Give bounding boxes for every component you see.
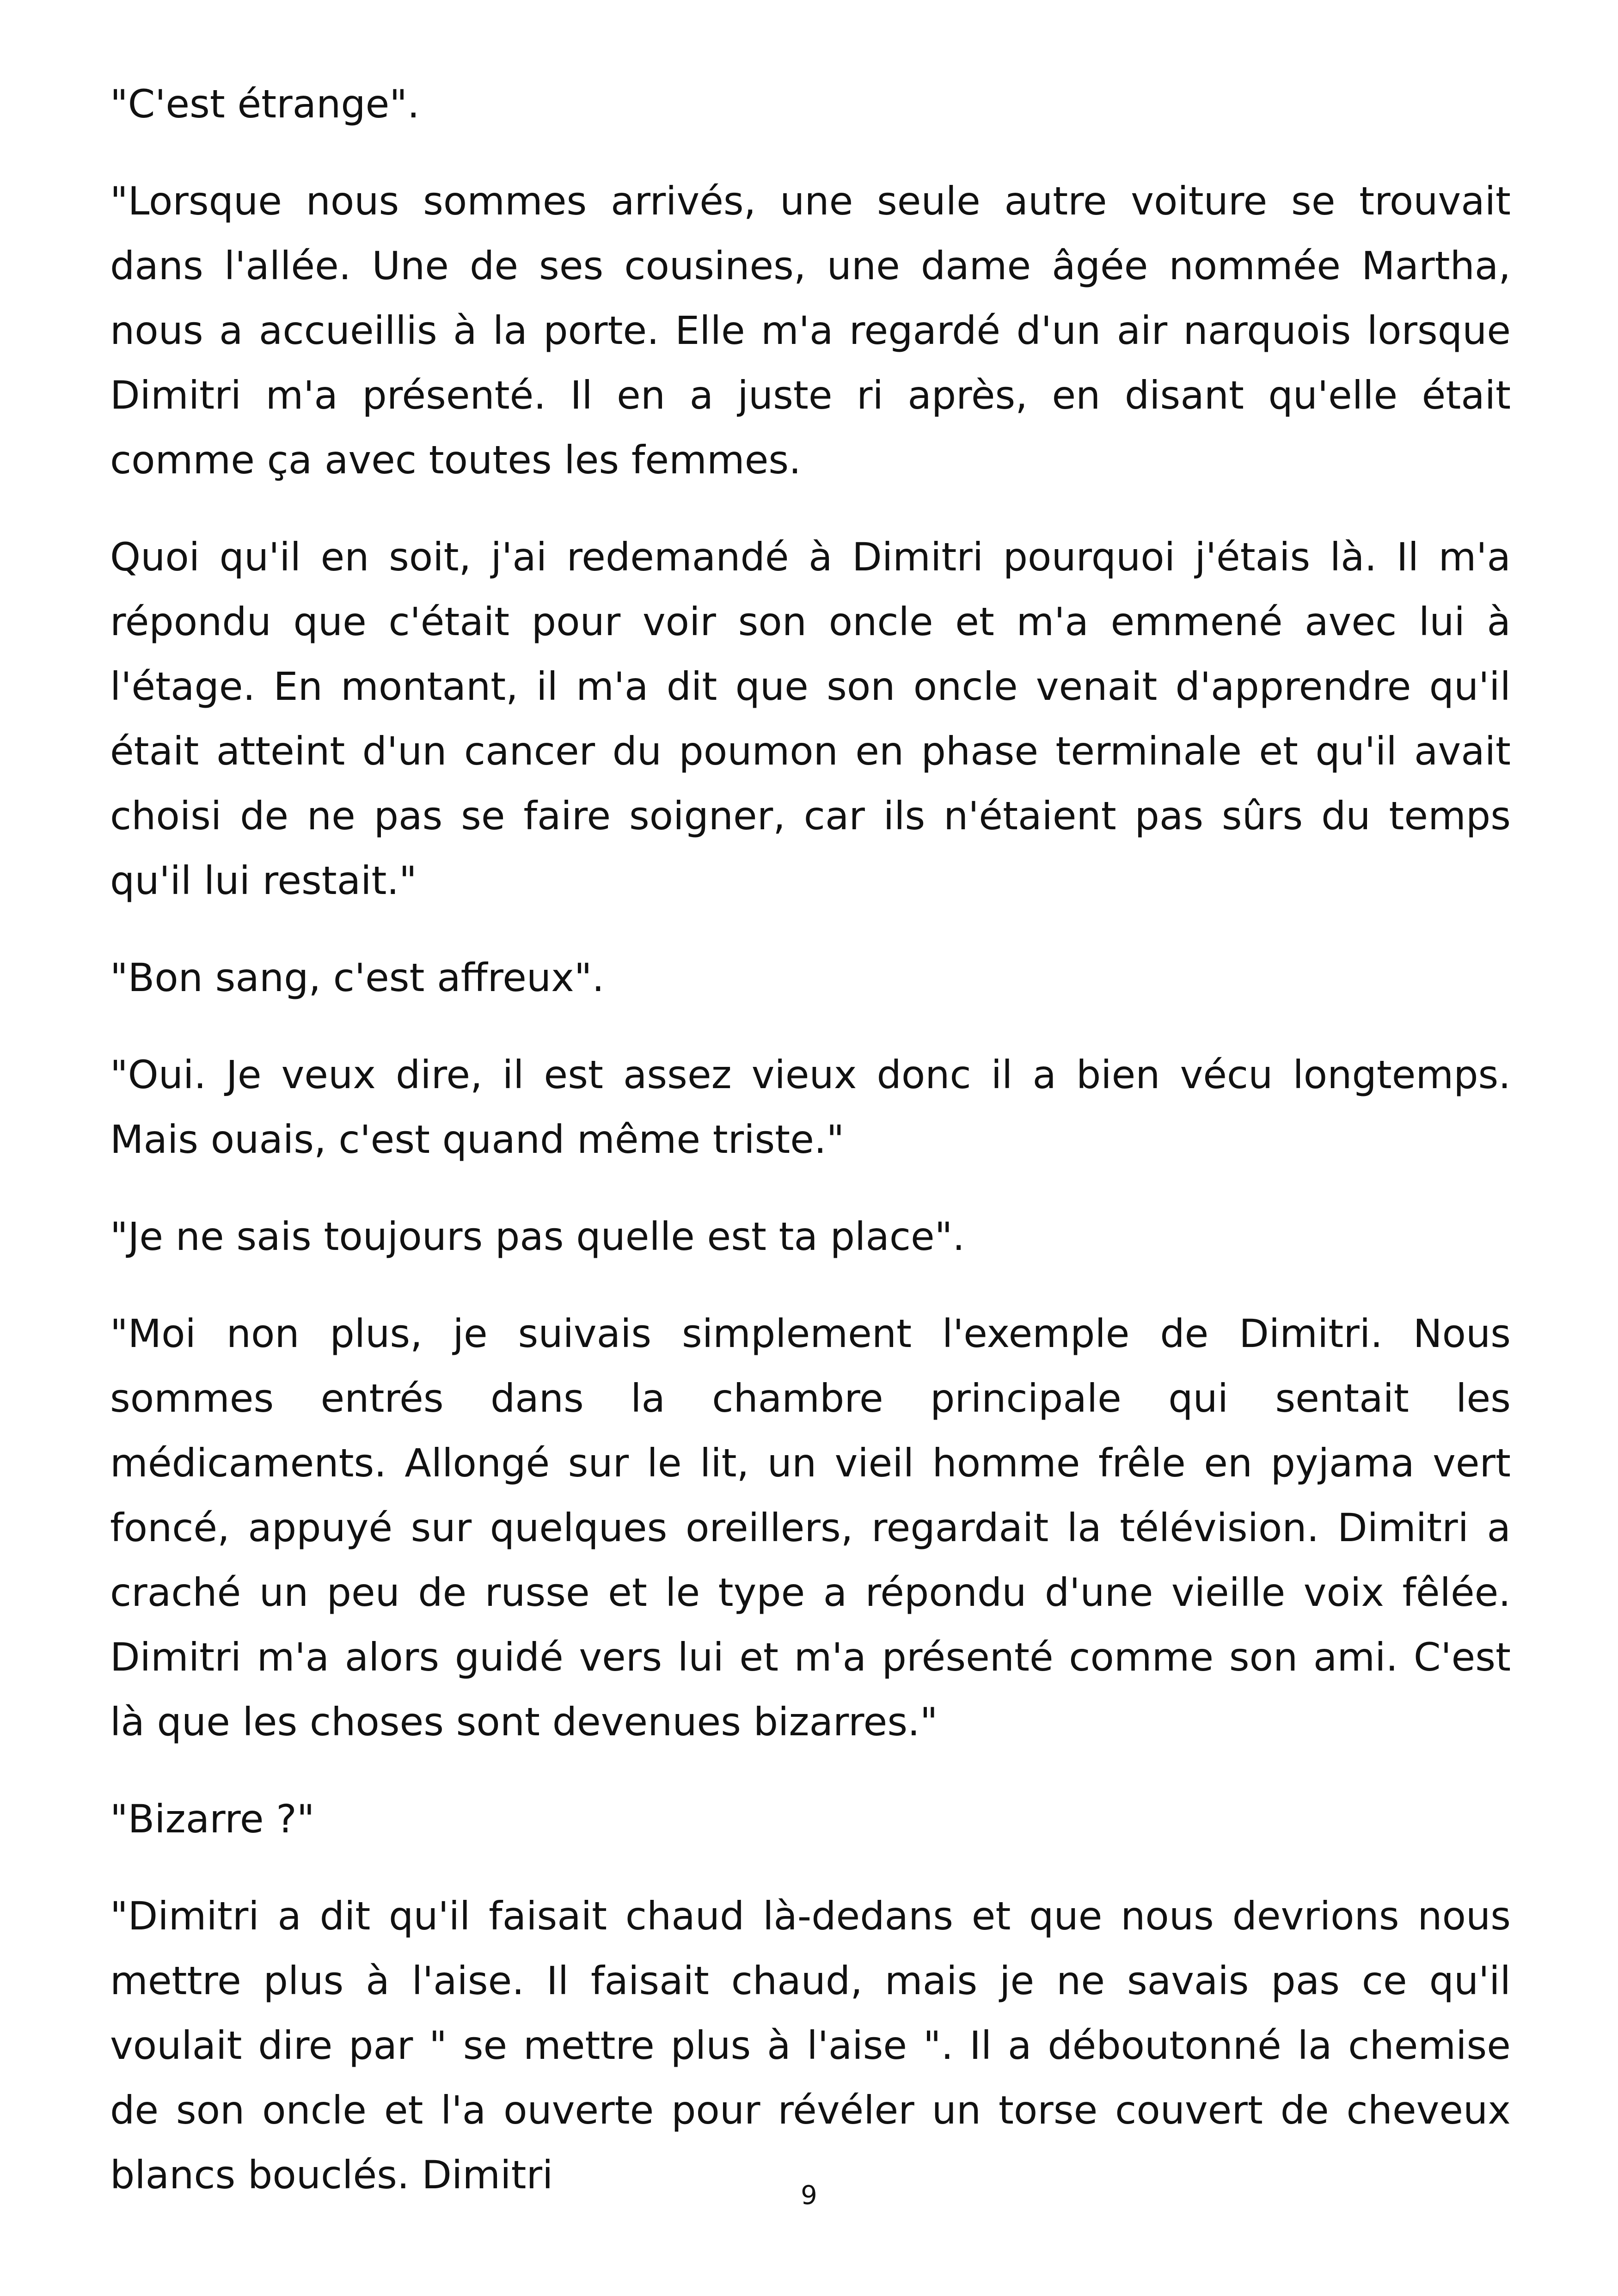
paragraph: "Je ne sais toujours pas quelle est ta place". <box>110 1214 965 1259</box>
paragraph: Quoi qu'il en soit, j'ai redemandé à Dimitri pourquoi j'étais là. Il m'a répondu que c'était pour voir son oncle et m'a emmené avec lui à l'étage. En montant, il m'a dit que son oncle venait d'apprendre qu'il était atteint d'un cancer du poumon en phase terminale et qu'il avait choisi de ne pas se faire soigner, car ils n'étaient pas sûrs du temps qu'il lui restait." <box>110 534 1511 903</box>
paragraph: "Oui. Je veux dire, il est assez vieux donc il a bien vécu longtemps. Mais ouais, c'est quand même triste." <box>110 1052 1511 1162</box>
paragraph: "Bon sang, c'est affreux". <box>110 955 605 1000</box>
paragraph: "Moi non plus, je suivais simplement l'exemple de Dimitri. Nous sommes entrés dans la chambre principale qui sentait les médicaments. Allongé sur le lit, un vieil homme frêle en pyjama vert foncé, appuyé sur quelques oreillers, regardait la télévision. Dimitri a craché un peu de russe et le type a répondu d'une vieille voix fêlée. Dimitri m'a alors guidé vers lui et m'a présenté comme son ami. C'est là que les choses sont devenues bizarres." <box>110 1311 1511 1745</box>
text-body <box>110 72 1511 2240</box>
paragraph: "Dimitri a dit qu'il faisait chaud là-dedans et que nous devrions nous mettre plus à l'aise. Il faisait chaud, mais je ne savais pas ce qu'il voulait dire par " se mettre plus à l'aise ". Il a déboutonné la chemise de son oncle et l'a ouverte pour révéler un torse couvert de cheveux blancs bouclés. Dimitri <box>110 1893 1511 2198</box>
paragraph: "Lorsque nous sommes arrivés, une seule autre voiture se trouvait dans l'allée. Une de ses cousines, une dame âgée nommée Martha, nous a accueillis à la porte. Elle m'a regardé d'un air narquois lorsque Dimitri m'a présenté. Il en a juste ri après, en disant qu'elle était comme ça avec toutes les femmes. <box>110 178 1511 483</box>
page-number: 9 <box>801 2180 817 2210</box>
paragraph: "Bizarre ?" <box>110 1796 315 1842</box>
paragraph: "C'est étrange". <box>110 81 420 127</box>
